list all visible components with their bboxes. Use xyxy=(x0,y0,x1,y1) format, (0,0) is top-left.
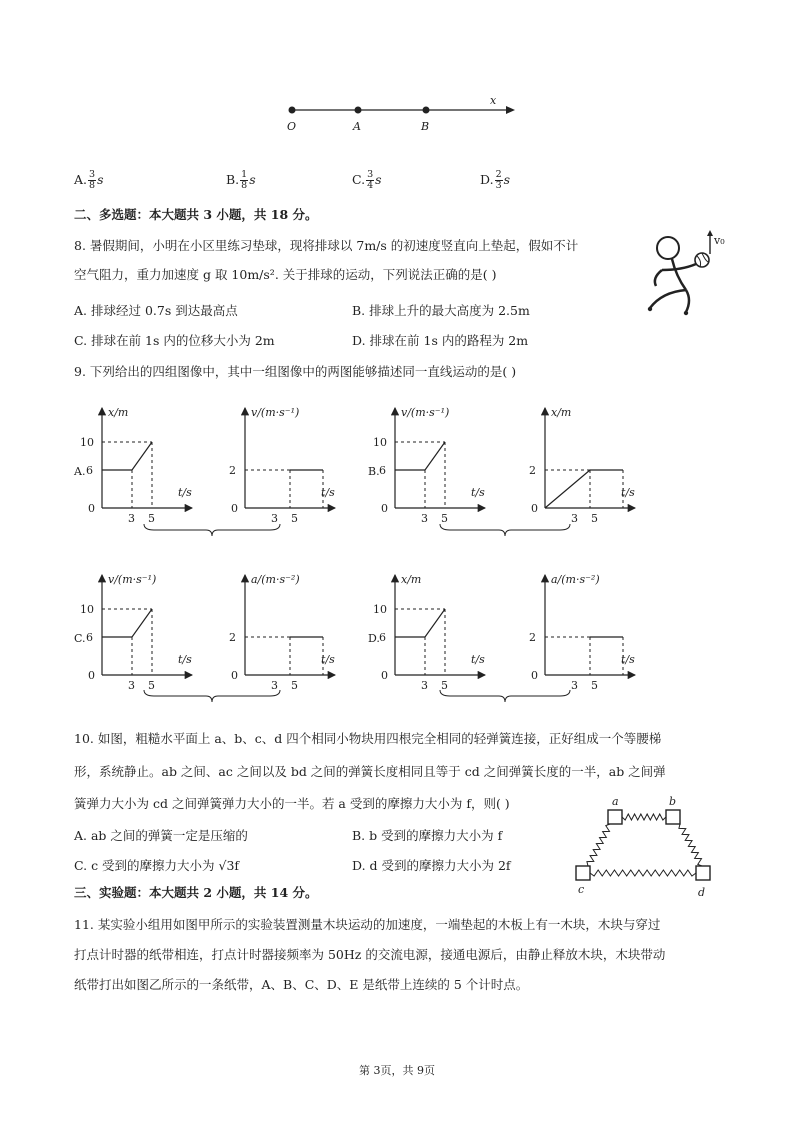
spring-cd xyxy=(590,870,696,876)
number-line-figure xyxy=(270,92,520,138)
q8-stem-line2: 空气阻力，重力加速度 g 取 10m/s². 关于排球的运动，下列说法正确的是( ) xyxy=(74,267,497,282)
q10-option-c[interactable]: C. c 受到的摩擦力大小为 √3f xyxy=(74,858,240,873)
q11-stem-line1: 11. 某实验小组用如图甲所示的实验装置测量木块运动的加速度，一端垫起的木板上有一木块，木块与穿过 xyxy=(74,917,661,932)
q10-stem-line3: 簧弹力大小为 cd 之间弹簧弹力大小的一半。若 a 受到的摩擦力大小为 f，则( ) xyxy=(74,796,510,811)
spring-ac xyxy=(587,824,610,866)
tick-label-3: 3 xyxy=(271,512,278,525)
v0-label: v₀ xyxy=(714,234,725,247)
tick-label-3: 3 xyxy=(271,679,278,692)
group-brace xyxy=(440,690,570,702)
q7-option-letter: D. xyxy=(480,172,494,187)
tick-label-3: 3 xyxy=(421,679,428,692)
tick-label-3: 3 xyxy=(128,512,135,525)
x-axis-label: t/s xyxy=(321,653,335,666)
q7-option-letter: C. xyxy=(352,172,366,187)
tick-label-10: 10 xyxy=(80,436,94,449)
fraction-numerator: 1 xyxy=(241,169,248,180)
x-axis-label: t/s xyxy=(621,653,635,666)
section3-heading: 三、实验题：本大题共 2 小题，共 14 分。 xyxy=(74,885,318,900)
origin-label: 0 xyxy=(88,669,95,682)
y-axis-label: x/m xyxy=(551,406,572,419)
x-axis-label: t/s xyxy=(621,486,635,499)
tick-label-5: 5 xyxy=(591,679,598,692)
q10-stem-line1: 10. 如图，粗糙水平面上 a、b、c、d 四个相同小物块用四根完全相同的轻弹簧连接，正好组成一个等腰梯 xyxy=(74,731,662,746)
origin-label: 0 xyxy=(381,502,388,515)
fraction xyxy=(240,170,248,191)
q11-stem-line2: 打点计时器的纸带相连，打点计时器接频率为 50Hz 的交流电源，接通电源后，由静止释放木块，木块带动 xyxy=(74,947,666,962)
point-A-label: A xyxy=(353,120,361,133)
q10-option-b[interactable]: B. b 受到的摩擦力大小为 f xyxy=(352,828,503,843)
x-axis-label: t/s xyxy=(178,486,192,499)
block-b-label: b xyxy=(669,795,677,808)
group-brace xyxy=(440,524,570,536)
tick-label-3: 3 xyxy=(421,512,428,525)
data-line xyxy=(395,442,445,470)
group-letter-b: B. xyxy=(368,465,380,478)
unit: s xyxy=(249,172,256,187)
q7-option-letter: A. xyxy=(74,172,88,187)
fraction-denominator: 8 xyxy=(241,180,248,191)
tick-label-5: 5 xyxy=(148,679,155,692)
q10-option-d[interactable]: D. d 受到的摩擦力大小为 2f xyxy=(352,858,511,873)
data-line xyxy=(395,609,445,637)
origin-label: 0 xyxy=(231,669,238,682)
y-axis-label: a/(m·s⁻²) xyxy=(551,573,600,586)
spring-ab xyxy=(622,814,666,820)
block-a-label: a xyxy=(612,795,619,808)
group-brace xyxy=(144,690,280,702)
group-brace xyxy=(144,524,280,536)
tick-label-6: 6 xyxy=(86,464,93,477)
spring-trapezoid-figure xyxy=(568,792,718,900)
fraction xyxy=(88,170,96,191)
y-axis-label: a/(m·s⁻²) xyxy=(251,573,300,586)
y-axis-label: v/(m·s⁻¹) xyxy=(251,406,300,419)
tick-label-10: 10 xyxy=(80,603,94,616)
page-footer: 第 3页，共 9页 xyxy=(359,1064,435,1077)
q8-option-d[interactable]: D. 排球在前 1s 内的路程为 2m xyxy=(352,333,529,348)
tick-label-10: 10 xyxy=(373,436,387,449)
q7-option-a[interactable] xyxy=(74,170,103,191)
unit: s xyxy=(375,172,382,187)
y-axis-label: x/m xyxy=(108,406,129,419)
origin-label: 0 xyxy=(531,502,538,515)
tick-label-10: 10 xyxy=(373,603,387,616)
q7-option-c[interactable] xyxy=(352,170,382,191)
q7-option-b[interactable] xyxy=(226,170,256,191)
y-axis-label: v/(m·s⁻¹) xyxy=(401,406,450,419)
q8-option-a[interactable]: A. 排球经过 0.7s 到达最高点 xyxy=(74,303,238,318)
q8-option-c[interactable]: C. 排球在前 1s 内的位移大小为 2m xyxy=(74,333,275,348)
q9-graphs xyxy=(60,390,680,710)
q10-option-a[interactable]: A. ab 之间的弹簧一定是压缩的 xyxy=(74,828,248,843)
block-d-label: d xyxy=(698,886,706,899)
block-c-label: c xyxy=(578,883,585,896)
tick-label-3: 3 xyxy=(571,679,578,692)
group-letter-a: A. xyxy=(74,465,86,478)
tick-label-6: 6 xyxy=(379,464,386,477)
tick-label-2: 2 xyxy=(229,631,236,644)
spring-bd xyxy=(679,824,702,866)
q8-stem-line1: 8. 暑假期间，小明在小区里练习垫球，现将排球以 7m/s 的初速度竖直向上垫起，假如不计 xyxy=(74,238,579,253)
tick-label-3: 3 xyxy=(128,679,135,692)
x-axis-label: t/s xyxy=(178,653,192,666)
q7-option-letter: B. xyxy=(226,172,240,187)
origin-label: 0 xyxy=(88,502,95,515)
tick-label-3: 3 xyxy=(571,512,578,525)
fraction xyxy=(366,170,374,191)
origin-label: 0 xyxy=(231,502,238,515)
fraction-denominator: 8 xyxy=(89,180,96,191)
tick-label-5: 5 xyxy=(441,679,448,692)
q8-option-b[interactable]: B. 排球上升的最大高度为 2.5m xyxy=(352,303,530,318)
fraction xyxy=(495,170,503,191)
tick-label-5: 5 xyxy=(291,679,298,692)
tick-label-6: 6 xyxy=(379,631,386,644)
tick-label-5: 5 xyxy=(591,512,598,525)
q7-option-d[interactable] xyxy=(480,170,510,191)
tick-label-5: 5 xyxy=(291,512,298,525)
group-letter-c: C. xyxy=(74,632,86,645)
tick-label-2: 2 xyxy=(529,464,536,477)
fraction-denominator: 3 xyxy=(495,180,502,191)
point-B-label: B xyxy=(421,120,430,133)
group-letter-d: D. xyxy=(368,632,380,645)
x-axis-label: t/s xyxy=(471,653,485,666)
number-line-axis-label: x xyxy=(490,94,497,107)
data-line xyxy=(102,442,152,470)
q10-stem-line2: 形，系统静止。ab 之间、ac 之间以及 bd 之间的弹簧长度相同且等于 cd 之间弹簧长度的一半，ab 之间弹 xyxy=(74,764,666,779)
data-line xyxy=(102,609,152,637)
unit: s xyxy=(503,172,511,187)
section2-heading: 二、多选题：本大题共 3 小题，共 18 分。 xyxy=(74,207,318,222)
x-axis-label: t/s xyxy=(321,486,335,499)
origin-label: 0 xyxy=(531,669,538,682)
y-axis-label: v/(m·s⁻¹) xyxy=(108,573,157,586)
tick-label-2: 2 xyxy=(529,631,536,644)
fraction-numerator: 3 xyxy=(89,169,96,180)
q9-stem: 9. 下列给出的四组图像中，其中一组图像中的两图能够描述同一直线运动的是( ) xyxy=(74,364,517,379)
data-line xyxy=(545,470,623,508)
q11-stem-line3: 纸带打出如图乙所示的一条纸带，A、B、C、D、E 是纸带上连续的 5 个计时点。 xyxy=(74,977,529,992)
y-axis-label: x/m xyxy=(401,573,422,586)
fraction-numerator: 2 xyxy=(495,169,502,180)
tick-label-6: 6 xyxy=(86,631,93,644)
tick-label-5: 5 xyxy=(148,512,155,525)
point-O-label: O xyxy=(287,120,297,133)
volleyball-player-figure xyxy=(642,228,734,320)
fraction-denominator: 4 xyxy=(367,180,374,191)
unit: s xyxy=(97,172,104,187)
tick-label-5: 5 xyxy=(441,512,448,525)
tick-label-2: 2 xyxy=(229,464,236,477)
fraction-numerator: 3 xyxy=(367,169,374,180)
x-axis-label: t/s xyxy=(471,486,485,499)
origin-label: 0 xyxy=(381,669,388,682)
